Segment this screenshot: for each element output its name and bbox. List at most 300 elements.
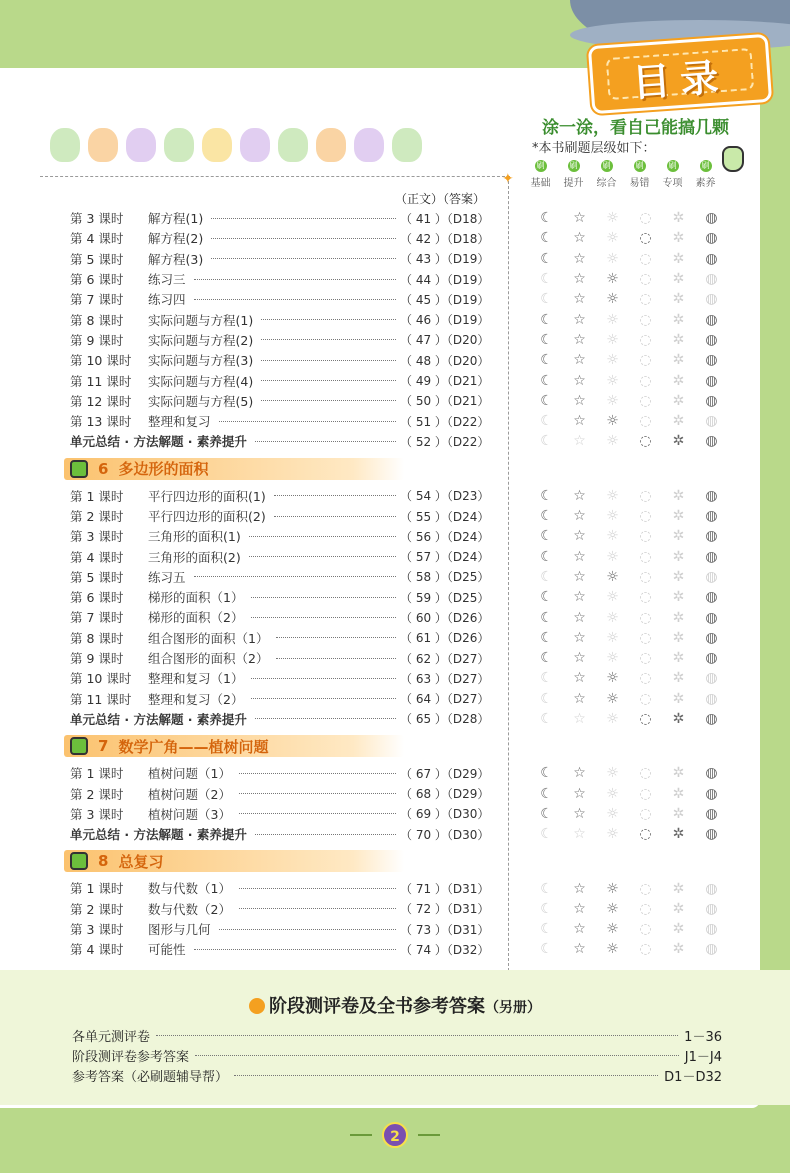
lesson-label: 第 9 课时: [70, 332, 124, 348]
level-mark-icon[interactable]: ☼: [606, 433, 619, 450]
unit-icon: [70, 852, 88, 870]
level-mark-icon[interactable]: ✲: [672, 250, 685, 267]
level-mark-icon[interactable]: ☼: [606, 826, 619, 843]
level-mark-icon[interactable]: ◍: [705, 921, 718, 938]
level-mark-icon[interactable]: ◍: [705, 941, 718, 958]
column-divider: [508, 176, 509, 971]
level-mark-icon[interactable]: ◌: [639, 785, 652, 802]
appendix-row[interactable]: [72, 1065, 722, 1085]
level-mark-icon[interactable]: ☾: [540, 690, 553, 707]
level-mark-icon[interactable]: ☾: [540, 413, 553, 430]
level-mark-icon[interactable]: ◍: [705, 311, 718, 328]
level-mark-icon[interactable]: ◌: [639, 921, 652, 938]
level-mark-icon[interactable]: ◍: [705, 785, 718, 802]
level-mark-icon[interactable]: ◍: [705, 690, 718, 707]
page-ref: （ 52 ）（D22）: [400, 434, 490, 449]
level-marks-row: [530, 486, 730, 506]
level-mark-icon[interactable]: ☆: [573, 508, 586, 525]
level-mark-icon[interactable]: ◍: [705, 568, 718, 585]
level-mark-icon[interactable]: ☼: [606, 880, 619, 897]
level-mark-icon[interactable]: ◍: [705, 900, 718, 917]
level-mark-icon[interactable]: ◍: [705, 548, 718, 565]
lesson-title: 实际问题与方程(5): [148, 393, 254, 409]
level-mark-icon[interactable]: ◌: [639, 291, 652, 308]
toc-row[interactable]: [70, 289, 500, 309]
level-mark-icon[interactable]: ◍: [705, 372, 718, 389]
level-mark-icon[interactable]: ✲: [672, 487, 685, 504]
level-mark-icon[interactable]: ☆: [573, 548, 586, 565]
level-badge-icon: 刷: [701, 161, 710, 170]
leader-dots: [274, 516, 396, 517]
level-mark-icon[interactable]: ☼: [606, 941, 619, 958]
leader-dots: [195, 1055, 679, 1056]
toc-row[interactable]: [70, 607, 500, 627]
level-mark-icon[interactable]: ✲: [672, 805, 685, 822]
level-mark-icon[interactable]: ◍: [705, 629, 718, 646]
level-mark-icon[interactable]: ☆: [573, 826, 586, 843]
level-mark-icon[interactable]: ☆: [573, 528, 586, 545]
level-mark-icon[interactable]: ◍: [705, 609, 718, 626]
level-mark-icon[interactable]: ◌: [639, 711, 652, 728]
level-mark-icon[interactable]: ✲: [672, 528, 685, 545]
toc-row[interactable]: [70, 249, 500, 269]
level-mark-icon[interactable]: ◌: [639, 941, 652, 958]
level-label: 专项: [662, 178, 683, 189]
level-mark-icon[interactable]: ◌: [639, 250, 652, 267]
level-mark-icon[interactable]: ☼: [606, 711, 619, 728]
lesson-label: 第 1 课时: [70, 488, 124, 504]
level-mark-icon[interactable]: ◍: [705, 528, 718, 545]
level-mark-icon[interactable]: ☼: [606, 372, 619, 389]
level-mark-icon[interactable]: ◍: [705, 711, 718, 728]
level-mark-icon[interactable]: ◌: [639, 670, 652, 687]
level-4: [656, 160, 689, 189]
level-mark-icon[interactable]: ✲: [672, 413, 685, 430]
level-mark-icon[interactable]: ◌: [639, 352, 652, 369]
level-mark-icon[interactable]: ◍: [705, 650, 718, 667]
level-mark-icon[interactable]: ☆: [573, 765, 586, 782]
lesson-title: 植树问题（3）: [148, 806, 231, 822]
toc-row[interactable]: [70, 878, 500, 898]
level-mark-icon[interactable]: ☆: [573, 487, 586, 504]
level-mark-icon[interactable]: ✲: [672, 508, 685, 525]
toc-row[interactable]: [70, 370, 500, 390]
level-mark-icon[interactable]: ☆: [573, 900, 586, 917]
level-mark-icon[interactable]: ☼: [606, 230, 619, 247]
level-mark-icon[interactable]: ☾: [540, 352, 553, 369]
level-mark-icon[interactable]: ☾: [540, 765, 553, 782]
level-mark-icon[interactable]: ☼: [606, 589, 619, 606]
level-mark-icon[interactable]: ✲: [672, 690, 685, 707]
level-mark-icon[interactable]: ◌: [639, 765, 652, 782]
leader-dots: [274, 495, 396, 496]
level-mark-icon[interactable]: ◌: [639, 271, 652, 288]
lesson-title: 组合图形的面积（1）: [148, 630, 269, 646]
leader-dots: [255, 441, 396, 442]
toc-row[interactable]: [70, 506, 500, 526]
lesson-label: 第 6 课时: [70, 590, 124, 606]
level-mark-icon[interactable]: ☆: [573, 589, 586, 606]
level-mark-icon[interactable]: ☼: [606, 629, 619, 646]
unit-header: [64, 735, 500, 757]
level-mark-icon[interactable]: ☾: [540, 826, 553, 843]
level-marks-row: [530, 370, 730, 390]
level-mark-icon[interactable]: ☼: [606, 765, 619, 782]
level-mark-icon[interactable]: ✲: [672, 629, 685, 646]
toc-row[interactable]: [70, 824, 500, 844]
level-mark-icon[interactable]: ☆: [573, 609, 586, 626]
level-mark-icon[interactable]: ✲: [672, 589, 685, 606]
level-mark-icon[interactable]: ☼: [606, 921, 619, 938]
toc-row[interactable]: [70, 783, 500, 803]
level-mark-icon[interactable]: ◌: [639, 487, 652, 504]
level-mark-icon[interactable]: ◍: [705, 271, 718, 288]
level-mark-icon[interactable]: ◌: [639, 805, 652, 822]
level-mark-icon[interactable]: ◌: [639, 826, 652, 843]
level-mark-icon[interactable]: ✲: [672, 548, 685, 565]
leader-dots: [251, 597, 396, 598]
level-mark-icon[interactable]: ☼: [606, 250, 619, 267]
level-mark-icon[interactable]: ☆: [573, 650, 586, 667]
appendix-item-title: 参考答案（必刷题辅导帮）: [72, 1069, 229, 1085]
level-mark-icon[interactable]: ◍: [705, 230, 718, 247]
toc-row[interactable]: [70, 899, 500, 919]
level-mark-icon[interactable]: ✲: [672, 765, 685, 782]
toc-row[interactable]: [70, 763, 500, 783]
level-mark-icon[interactable]: ☆: [573, 392, 586, 409]
level-mark-icon[interactable]: ☆: [573, 250, 586, 267]
toc-row[interactable]: [70, 939, 500, 959]
level-badge-icon: 刷: [668, 161, 677, 170]
lesson-label: 第 10 课时: [70, 353, 132, 369]
monster-icon: [50, 128, 80, 162]
level-0: [524, 160, 557, 189]
level-mark-icon[interactable]: ✲: [672, 352, 685, 369]
toc-row[interactable]: [70, 391, 500, 411]
toc-row[interactable]: [70, 546, 500, 566]
level-mark-icon[interactable]: ◌: [639, 568, 652, 585]
level-mark-icon[interactable]: ☼: [606, 210, 619, 227]
level-mark-icon[interactable]: ✲: [672, 785, 685, 802]
page-title: 目录: [630, 54, 730, 106]
page-ref: （ 68 ）（D29）: [400, 787, 490, 802]
toc-row[interactable]: [70, 269, 500, 289]
level-mark-icon[interactable]: ◌: [639, 210, 652, 227]
level-mark-icon[interactable]: ☆: [573, 433, 586, 450]
level-mark-icon[interactable]: ◌: [639, 311, 652, 328]
level-mark-icon[interactable]: ☼: [606, 670, 619, 687]
toc-row[interactable]: [70, 668, 500, 688]
level-mark-icon[interactable]: ✲: [672, 900, 685, 917]
level-mark-icon[interactable]: ☾: [540, 392, 553, 409]
level-mark-icon[interactable]: ☾: [540, 941, 553, 958]
level-mark-icon[interactable]: ☼: [606, 487, 619, 504]
level-mark-icon[interactable]: ◌: [639, 650, 652, 667]
appendix-title: 阶段测评卷及全书参考答案（另册）: [0, 992, 790, 1018]
level-mark-icon[interactable]: ☆: [573, 670, 586, 687]
level-mark-icon[interactable]: ◍: [705, 805, 718, 822]
level-mark-icon[interactable]: ☆: [573, 210, 586, 227]
level-mark-icon[interactable]: ☼: [606, 271, 619, 288]
toc-row[interactable]: [70, 330, 500, 350]
leader-dots: [239, 908, 396, 909]
level-mark-icon[interactable]: ☾: [540, 785, 553, 802]
level-mark-icon[interactable]: ✲: [672, 372, 685, 389]
lesson-label: 第 2 课时: [70, 509, 124, 524]
level-mark-icon[interactable]: ☆: [573, 331, 586, 348]
level-marks-row: [530, 506, 730, 526]
toc-row[interactable]: [70, 431, 500, 451]
level-marks-row: [530, 391, 730, 411]
level-mark-icon[interactable]: ☾: [540, 568, 553, 585]
toc-row[interactable]: [70, 919, 500, 939]
level-mark-icon[interactable]: ✲: [672, 826, 685, 843]
leader-dots: [156, 1035, 678, 1036]
level-mark-icon[interactable]: ◌: [639, 392, 652, 409]
level-badge-icon: 刷: [635, 161, 644, 170]
level-mark-icon[interactable]: ◍: [705, 392, 718, 409]
level-mark-icon[interactable]: ◍: [705, 880, 718, 897]
level-mark-icon[interactable]: ✲: [672, 711, 685, 728]
level-mark-icon[interactable]: ☾: [540, 650, 553, 667]
leader-dots: [211, 258, 396, 259]
level-mark-icon[interactable]: ✲: [672, 568, 685, 585]
level-mark-icon[interactable]: ✲: [672, 921, 685, 938]
toc-row[interactable]: [70, 628, 500, 648]
toc-row[interactable]: [70, 486, 500, 506]
level-mark-icon[interactable]: ☼: [606, 785, 619, 802]
level-mark-icon[interactable]: ☾: [540, 433, 553, 450]
level-mark-icon[interactable]: ☼: [606, 609, 619, 626]
level-mark-icon[interactable]: ◌: [639, 413, 652, 430]
level-mark-icon[interactable]: ✲: [672, 230, 685, 247]
lesson-label: 第 2 课时: [70, 901, 124, 917]
level-mark-icon[interactable]: ☾: [540, 609, 553, 626]
appendix-item-pages: J1－J4: [684, 1049, 722, 1065]
level-mark-icon[interactable]: ☆: [573, 711, 586, 728]
lesson-title: 解方程(2): [148, 231, 204, 247]
level-mark-icon[interactable]: ☾: [540, 900, 553, 917]
level-mark-icon[interactable]: ◍: [705, 589, 718, 606]
lesson-title: 梯形的面积（2）: [148, 610, 244, 626]
level-mark-icon[interactable]: ☾: [540, 670, 553, 687]
level-mark-icon[interactable]: ☾: [540, 921, 553, 938]
unit-icon: [70, 460, 88, 478]
level-marks-row: [530, 567, 730, 587]
lesson-title: 三角形的面积(2): [148, 549, 241, 565]
level-mark-icon[interactable]: ◍: [705, 210, 718, 227]
level-mark-icon[interactable]: ◌: [639, 548, 652, 565]
level-mark-icon[interactable]: ◌: [639, 433, 652, 450]
level-mark-icon[interactable]: ✲: [672, 210, 685, 227]
level-mark-icon[interactable]: ☾: [540, 331, 553, 348]
appendix-row[interactable]: [72, 1025, 722, 1045]
toc-row[interactable]: [70, 411, 500, 431]
level-mark-icon[interactable]: ◍: [705, 487, 718, 504]
level-mark-icon[interactable]: ◌: [639, 508, 652, 525]
level-mark-icon[interactable]: ◍: [705, 331, 718, 348]
level-mark-icon[interactable]: ✲: [672, 331, 685, 348]
sparkle-icon: ✦: [502, 171, 514, 187]
level-mark-icon[interactable]: ☆: [573, 271, 586, 288]
level-mark-icon[interactable]: ☆: [573, 629, 586, 646]
level-mark-icon[interactable]: ☾: [540, 271, 553, 288]
level-mark-icon[interactable]: ☆: [573, 230, 586, 247]
lesson-title: 单元总结 · 方法解题 · 素养提升: [70, 434, 247, 450]
level-mark-icon[interactable]: ◍: [705, 826, 718, 843]
level-mark-icon[interactable]: ☼: [606, 508, 619, 525]
level-mark-icon[interactable]: ☆: [573, 352, 586, 369]
toc-row[interactable]: [70, 648, 500, 668]
level-mark-icon[interactable]: ◌: [639, 690, 652, 707]
appendix-item-pages: D1－D32: [664, 1069, 722, 1085]
level-mark-icon[interactable]: ☾: [540, 629, 553, 646]
level-mark-icon[interactable]: ☼: [606, 291, 619, 308]
level-mark-icon[interactable]: ☆: [573, 921, 586, 938]
level-mark-icon[interactable]: ◍: [705, 433, 718, 450]
level-mark-icon[interactable]: ◌: [639, 880, 652, 897]
lesson-label: 第 8 课时: [70, 312, 124, 328]
level-mark-icon[interactable]: ☾: [540, 372, 553, 389]
level-mark-icon[interactable]: ◍: [705, 765, 718, 782]
lesson-title: 解方程(3): [148, 251, 204, 267]
toc-row[interactable]: [70, 804, 500, 824]
level-5: [689, 160, 722, 189]
level-mark-icon[interactable]: ☆: [573, 880, 586, 897]
level-mark-icon[interactable]: ☼: [606, 331, 619, 348]
level-mark-icon[interactable]: ☼: [606, 311, 619, 328]
level-mark-icon[interactable]: ☼: [606, 413, 619, 430]
level-mark-icon[interactable]: ☆: [573, 413, 586, 430]
leader-dots: [249, 536, 396, 537]
level-mark-icon[interactable]: ☆: [573, 785, 586, 802]
monster-icon: [202, 128, 232, 162]
level-mark-icon[interactable]: ☼: [606, 568, 619, 585]
page-ref: （ 45 ）（D19）: [400, 292, 490, 307]
level-label: 基础: [530, 178, 551, 189]
level-mark-icon[interactable]: ◌: [639, 589, 652, 606]
lesson-title: 梯形的面积（1）: [148, 590, 244, 606]
level-mark-icon[interactable]: ☾: [540, 487, 553, 504]
appendix-box: [0, 970, 790, 1105]
level-mark-icon[interactable]: ☾: [540, 711, 553, 728]
level-mark-icon[interactable]: ◍: [705, 291, 718, 308]
level-mark-icon[interactable]: ☆: [573, 372, 586, 389]
level-mark-icon[interactable]: ☾: [540, 210, 553, 227]
toc-row[interactable]: [70, 309, 500, 329]
level-marks-row: [530, 526, 730, 546]
level-mark-icon[interactable]: ◍: [705, 250, 718, 267]
level-mark-icon[interactable]: ◌: [639, 372, 652, 389]
lesson-title: 单元总结 · 方法解题 · 素养提升: [70, 711, 247, 727]
toc-row[interactable]: [70, 350, 500, 370]
level-mark-icon[interactable]: ✲: [672, 271, 685, 288]
toc-row[interactable]: [70, 526, 500, 546]
level-mark-icon[interactable]: ☼: [606, 650, 619, 667]
level-mark-icon[interactable]: ☼: [606, 548, 619, 565]
monster-icon: [316, 128, 346, 162]
toc-row[interactable]: [70, 709, 500, 729]
level-marks-row: [530, 607, 730, 627]
level-mark-icon[interactable]: ☼: [606, 805, 619, 822]
level-mark-icon[interactable]: ☆: [573, 291, 586, 308]
level-mark-icon[interactable]: ✲: [672, 392, 685, 409]
unit-number: 7: [98, 737, 109, 756]
level-mark-icon[interactable]: ◍: [705, 352, 718, 369]
level-mark-icon[interactable]: ☆: [573, 805, 586, 822]
level-marks-row: [530, 804, 730, 824]
level-mark-icon[interactable]: ✲: [672, 880, 685, 897]
toc-row[interactable]: [70, 587, 500, 607]
lesson-label: 第 3 课时: [70, 529, 124, 545]
level-mark-icon[interactable]: ☼: [606, 900, 619, 917]
level-mark-icon[interactable]: ☼: [606, 392, 619, 409]
page-ref: （ 41 ）（D18）: [400, 211, 490, 226]
level-mark-icon[interactable]: ✲: [672, 291, 685, 308]
appendix-row[interactable]: [72, 1045, 722, 1065]
level-mark-icon[interactable]: ✲: [672, 670, 685, 687]
level-mark-icon[interactable]: ☼: [606, 352, 619, 369]
leader-dots: [261, 360, 396, 361]
page-ref: （ 44 ）（D19）: [400, 272, 490, 287]
level-mark-icon[interactable]: ◍: [705, 508, 718, 525]
level-mark-icon[interactable]: ☆: [573, 311, 586, 328]
lesson-label: 第 1 课时: [70, 766, 124, 782]
level-mark-icon[interactable]: ☆: [573, 690, 586, 707]
level-mark-icon[interactable]: ◌: [639, 609, 652, 626]
level-mark-icon[interactable]: ✲: [672, 941, 685, 958]
level-mark-icon[interactable]: ✲: [672, 650, 685, 667]
level-mark-icon[interactable]: ◌: [639, 900, 652, 917]
level-mark-icon[interactable]: ✲: [672, 609, 685, 626]
level-marks-row: [530, 824, 730, 844]
level-mark-icon[interactable]: ☼: [606, 528, 619, 545]
level-mark-icon[interactable]: ◌: [639, 331, 652, 348]
level-marks-row: [530, 919, 730, 939]
level-mark-icon[interactable]: ☾: [540, 230, 553, 247]
level-mark-icon[interactable]: ☾: [540, 311, 553, 328]
level-mark-icon[interactable]: ◌: [639, 528, 652, 545]
lesson-title: 实际问题与方程(3): [148, 353, 254, 369]
level-mark-icon[interactable]: ✲: [672, 311, 685, 328]
level-mark-icon[interactable]: ◌: [639, 230, 652, 247]
level-mark-icon[interactable]: ☼: [606, 690, 619, 707]
lesson-title: 组合图形的面积（2）: [148, 651, 269, 667]
level-mark-icon[interactable]: ☆: [573, 941, 586, 958]
toc-row[interactable]: [70, 228, 500, 248]
level-marks-row: [530, 668, 730, 688]
level-mark-icon[interactable]: ◍: [705, 413, 718, 430]
toc-row[interactable]: [70, 208, 500, 228]
level-mark-icon[interactable]: ☾: [540, 880, 553, 897]
level-mark-icon[interactable]: ☾: [540, 805, 553, 822]
toc-row[interactable]: [70, 567, 500, 587]
level-mark-icon[interactable]: ☾: [540, 548, 553, 565]
level-mark-icon[interactable]: ☾: [540, 291, 553, 308]
level-mark-icon[interactable]: ☾: [540, 508, 553, 525]
level-mark-icon[interactable]: ☾: [540, 589, 553, 606]
page-ref: （ 70 ）（D30）: [400, 827, 490, 842]
unit-header: [64, 458, 500, 480]
level-mark-icon[interactable]: ☾: [540, 250, 553, 267]
level-mark-icon[interactable]: ☆: [573, 568, 586, 585]
level-mark-icon[interactable]: ◌: [639, 629, 652, 646]
levels-note: *本书刷题层级如下：: [532, 141, 656, 156]
level-mark-icon[interactable]: ☾: [540, 528, 553, 545]
level-mark-icon[interactable]: ✲: [672, 433, 685, 450]
level-mark-icon[interactable]: ◍: [705, 670, 718, 687]
toc-row[interactable]: [70, 689, 500, 709]
